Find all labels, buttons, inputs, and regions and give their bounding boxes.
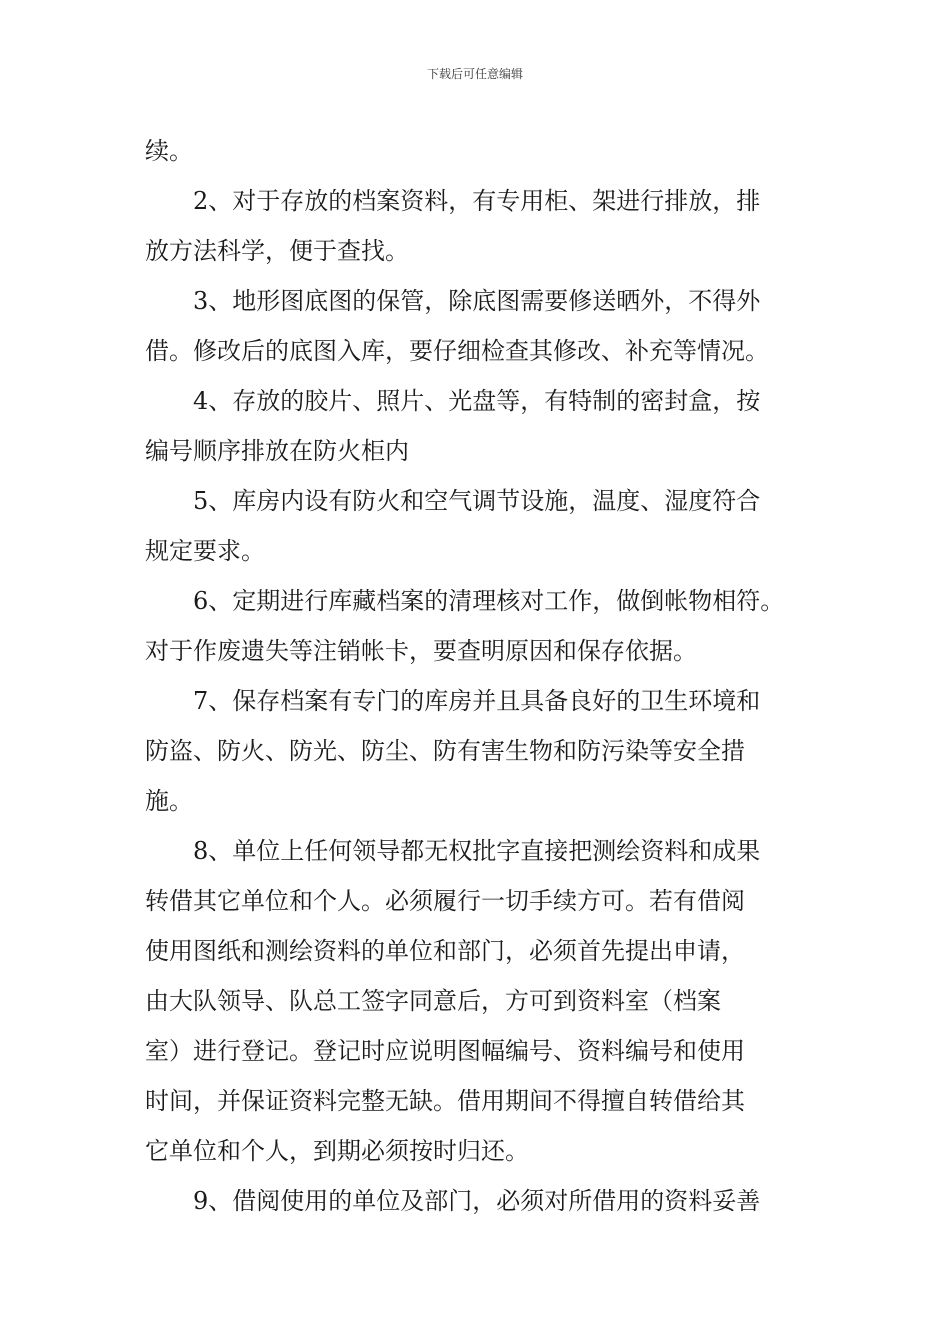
text-line: 对于作废遗失等注销帐卡，要查明原因和保存依据。 [145,637,697,665]
text-line: 6、定期进行库藏档案的清理核对工作，做倒帐物相符。 [193,587,785,615]
text-line: 3、地形图底图的保管，除底图需要修送晒外，不得外 [193,287,761,315]
text-line: 时间，并保证资料完整无缺。借用期间不得擅自转借给其 [145,1087,745,1115]
text-line: 编号顺序排放在防火柜内 [145,437,409,465]
document-body [145,126,825,1226]
text-line: 规定要求。 [145,537,265,565]
text-line: 转借其它单位和个人。必须履行一切手续方可。若有借阅 [145,887,745,915]
text-line: 室）进行登记。登记时应说明图幅编号、资料编号和使用 [145,1037,745,1065]
text-line: 9、借阅使用的单位及部门，必须对所借用的资料妥善 [193,1187,761,1215]
text-line: 防盗、防火、防光、防尘、防有害生物和防污染等安全措 [145,737,745,765]
page-header: 下载后可任意编辑 [426,67,523,81]
text-line: 2、对于存放的档案资料，有专用柜、架进行排放，排 [193,187,761,215]
text-line: 7、保存档案有专门的库房并且具备良好的卫生环境和 [193,687,761,715]
text-line: 它单位和个人，到期必须按时归还。 [145,1137,529,1165]
text-line: 借。修改后的底图入库，要仔细检查其修改、补充等情况。 [145,337,769,365]
text-line: 8、单位上任何领导都无权批字直接把测绘资料和成果 [193,837,761,865]
text-line: 使用图纸和测绘资料的单位和部门，必须首先提出申请， [145,937,745,965]
text-line: 4、存放的胶片、照片、光盘等，有特制的密封盒，按 [193,387,761,415]
text-line: 由大队领导、队总工签字同意后，方可到资料室（档案 [145,987,721,1015]
text-line: 放方法科学，便于查找。 [145,237,409,265]
text-line: 5、库房内设有防火和空气调节设施，温度、湿度符合 [193,487,761,515]
text-line: 续。 [145,137,193,165]
text-line: 施。 [145,787,193,815]
